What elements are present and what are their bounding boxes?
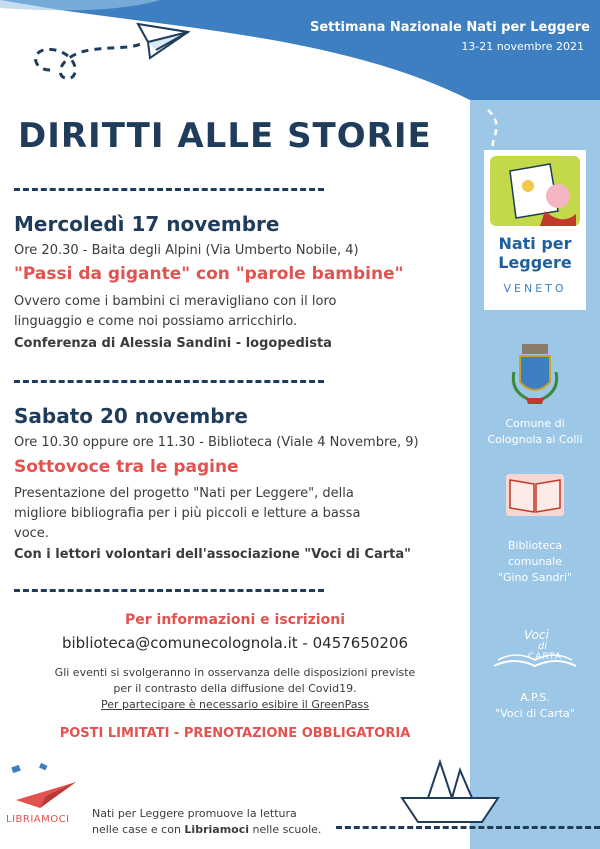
event-time-place: Ore 10.30 oppure ore 11.30 - Biblioteca (Viale 4 Novembre, 9) xyxy=(14,435,419,450)
event-desc-line: migliore bibliografia per i più piccoli e letture a bassa xyxy=(14,506,361,521)
page-title: DIRITTI ALLE STORIE xyxy=(18,116,432,156)
comune-label: Colognola ai Colli xyxy=(487,433,583,446)
npl-logo-text: Nati per xyxy=(498,234,572,253)
rules-line: per il contrasto della diffusione del Covid19. xyxy=(113,682,357,695)
biblioteca-label: "Gino Sandri" xyxy=(497,571,573,584)
event-title: Sottovoce tra le pagine xyxy=(14,457,239,477)
footer-line-pre: nelle case e con xyxy=(92,823,185,836)
event-name: Settimana Nazionale Nati per Leggere xyxy=(309,20,590,35)
npl-logo-text: Leggere xyxy=(498,253,572,272)
npl-logo-region: VENETO xyxy=(503,282,567,295)
event-day: Sabato 20 novembre xyxy=(14,404,248,428)
footer-line-bold: Libriamoci xyxy=(184,823,250,836)
npl-logo xyxy=(484,150,586,310)
event-desc-line: voce. xyxy=(14,526,49,541)
footer-line xyxy=(92,822,321,838)
voci-logo-text: CARTA xyxy=(528,652,562,662)
greenpass-note: Per partecipare è necessario esibire il GreenPass xyxy=(101,698,369,711)
event-desc-line: Ovvero come i bambini ci meravigliano con il loro xyxy=(14,294,337,309)
event-day: Mercoledì 17 novembre xyxy=(14,212,280,236)
libriamoci-plane-icon xyxy=(10,762,86,812)
footer-line: Nati per Leggere promuove la lettura xyxy=(92,807,297,820)
divider xyxy=(14,188,324,191)
event-desc-line: Presentazione del progetto "Nati per Leggere", della xyxy=(14,486,354,501)
divider xyxy=(14,380,324,383)
event-desc-line: linguaggio e come noi possiamo arricchirlo. xyxy=(14,314,298,329)
libriamoci-brand: LIBRIAMOCI xyxy=(6,814,70,825)
footer-line-post: nelle scuole. xyxy=(249,823,322,836)
info-heading: Per informazioni e iscrizioni xyxy=(125,612,345,628)
rules-line: Gli eventi si svolgeranno in osservanza delle disposizioni previste xyxy=(54,666,416,679)
biblioteca-label: Biblioteca xyxy=(507,539,563,552)
footer-text xyxy=(92,806,321,838)
paper-boat-icon xyxy=(400,758,500,828)
event-time-place: Ore 20.30 - Baita degli Alpini (Via Umberto Nobile, 4) xyxy=(14,243,359,258)
aps-label: A.P.S. xyxy=(520,691,550,704)
limited-seats: POSTI LIMITATI - PRENOTAZIONE OBBLIGATORIA xyxy=(59,726,411,741)
event-note: Conferenza di Alessia Sandini - logopedista xyxy=(14,336,332,351)
book-icon xyxy=(504,472,566,518)
comune-label: Comune di xyxy=(505,417,565,430)
crest-icon xyxy=(508,342,562,406)
contact-info[interactable]: biblioteca@comunecolognola.it - 0457650206 xyxy=(61,634,409,652)
event-dates: 13-21 novembre 2021 xyxy=(461,40,584,53)
biblioteca-label: comunale xyxy=(507,555,562,568)
voci-logo-text: Voci xyxy=(524,628,549,642)
event-note: Con i lettori volontari dell'associazione "Voci di Carta" xyxy=(14,547,411,562)
reading-child-icon xyxy=(490,156,580,226)
aps-label: "Voci di Carta" xyxy=(495,707,575,720)
paper-plane-icon xyxy=(20,10,190,90)
voci-logo-text: di xyxy=(538,641,548,652)
divider xyxy=(14,589,324,592)
event-title: "Passi da gigante" con "parole bambine" xyxy=(14,264,404,284)
wave-line xyxy=(336,826,600,829)
